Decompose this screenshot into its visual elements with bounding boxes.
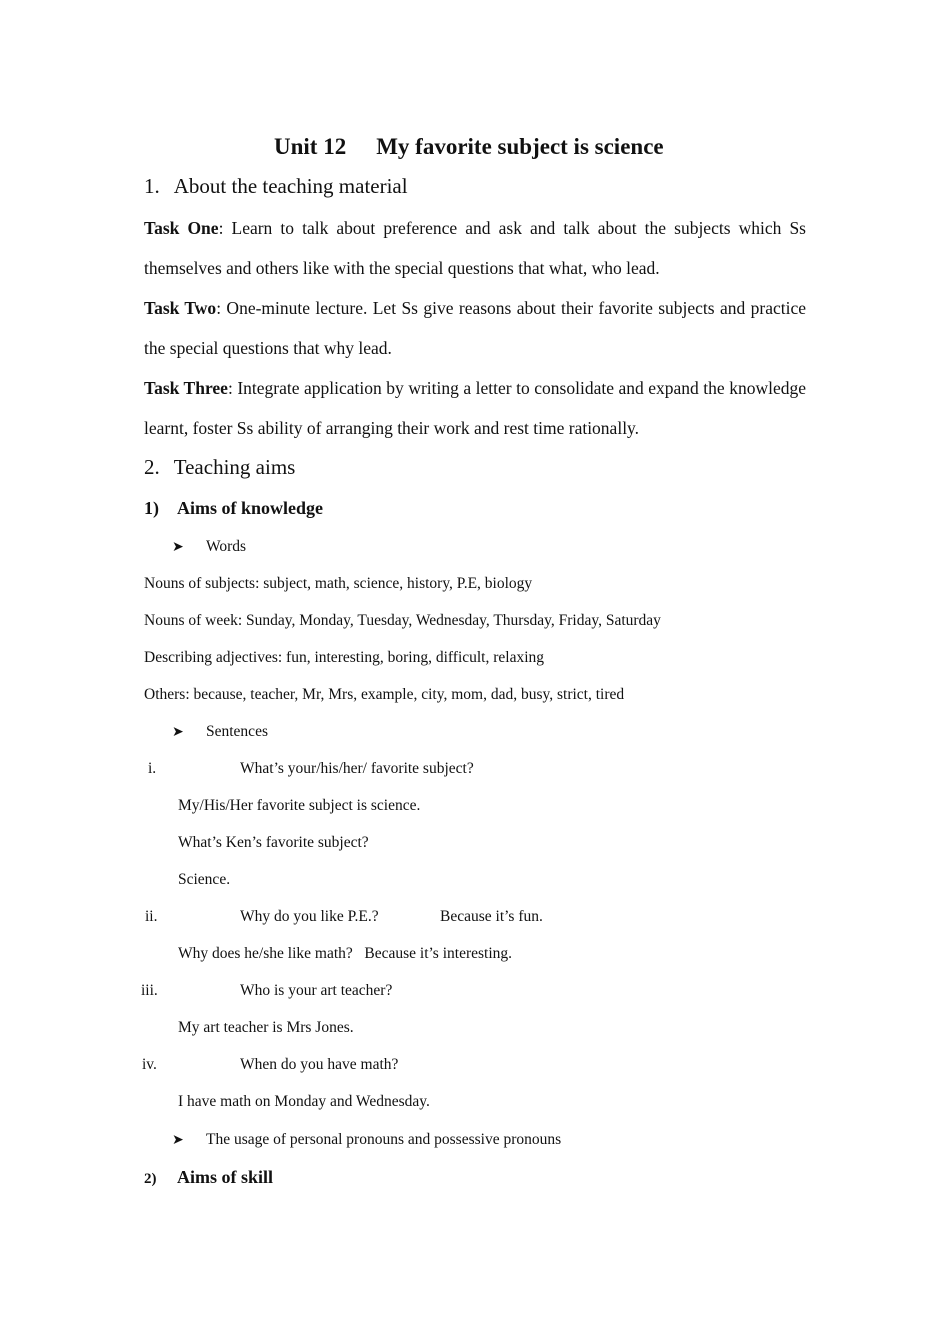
aim-number: 1) <box>144 498 159 518</box>
arrow-bullet-icon: ➤ <box>172 1133 184 1148</box>
task-text: : Learn to talk about preference and ask and talk about the subjects which Ss themselves and others like with the special questions that what, who lead. <box>144 218 806 278</box>
task-text: : One-minute lecture. Let Ss give reasons about their favorite subjects and practice the special questions that why lead. <box>144 298 806 358</box>
section-2-heading <box>144 455 295 480</box>
title-text: My favorite subject is science <box>376 134 664 159</box>
task-two-paragraph <box>144 288 806 368</box>
arrow-bullet-icon: ➤ <box>172 540 184 555</box>
aim-number: 2) <box>144 1171 157 1187</box>
bullet-sentences <box>172 723 268 741</box>
words-line: Describing adjectives: fun, interesting, boring, difficult, relaxing <box>144 649 545 666</box>
sentence-line: My art teacher is Mrs Jones. <box>178 1019 354 1036</box>
sentence-answer: Because it’s fun. <box>440 908 543 925</box>
task-label: Task One <box>144 218 219 238</box>
sentence-number: i. <box>148 760 157 777</box>
sentence-number: ii. <box>145 908 158 925</box>
sentence-question: Who is your art teacher? <box>240 982 393 999</box>
aim-2-heading <box>144 1167 273 1188</box>
bullet-label: Sentences <box>206 723 268 740</box>
bullet-words <box>172 538 246 556</box>
task-label: Task Three <box>144 378 228 398</box>
bullet-label: Words <box>206 538 247 555</box>
words-line: Nouns of week: Sunday, Monday, Tuesday, Wednesday, Thursday, Friday, Saturday <box>144 612 661 629</box>
aim-1-heading <box>144 498 323 519</box>
arrow-bullet-icon: ➤ <box>172 725 184 740</box>
sentence-question: When do you have math? <box>240 1056 399 1073</box>
unit-number: Unit 12 <box>274 134 347 159</box>
bullet-label: The usage of personal pronouns and possessive pronouns <box>206 1131 562 1148</box>
aim-title: Aims of knowledge <box>177 498 324 518</box>
sentence-question: Why do you like P.E.? <box>240 908 379 925</box>
task-one-paragraph <box>144 208 806 288</box>
section-title: Teaching aims <box>173 455 296 479</box>
aim-title: Aims of skill <box>177 1167 274 1187</box>
section-number: 1. <box>144 174 160 198</box>
task-text: : Integrate application by writing a letter to consolidate and expand the knowledge learnt, foster Ss ability of arranging their work and rest time rationally. <box>144 378 806 438</box>
sentence-line: I have math on Monday and Wednesday. <box>178 1093 430 1110</box>
sentence-line: My/His/Her favorite subject is science. <box>178 797 421 814</box>
sentence-line: Science. <box>178 871 231 888</box>
task-three-paragraph <box>144 368 806 448</box>
bullet-pronouns <box>172 1131 561 1149</box>
section-number: 2. <box>144 455 160 479</box>
sentence-number: iii. <box>141 982 158 999</box>
sentence-number: iv. <box>142 1056 157 1073</box>
words-line: Others: because, teacher, Mr, Mrs, example, city, mom, dad, busy, strict, tired <box>144 686 625 703</box>
sentence-line: What’s Ken’s favorite subject? <box>178 834 369 851</box>
section-1-heading <box>144 174 408 199</box>
sentence-question: What’s your/his/her/ favorite subject? <box>240 760 474 777</box>
task-label: Task Two <box>144 298 217 318</box>
words-line: Nouns of subjects: subject, math, science, history, P.E, biology <box>144 575 533 592</box>
section-title: About the teaching material <box>173 174 408 198</box>
document-title <box>274 134 664 160</box>
sentence-line: Why does he/she like math? Because it’s interesting. <box>178 945 513 962</box>
